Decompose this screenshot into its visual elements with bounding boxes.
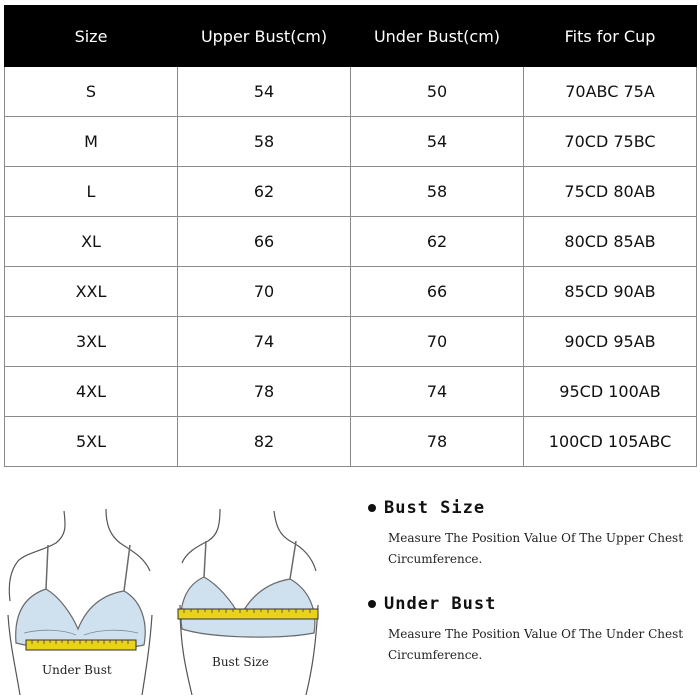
- cup-fit-cell: 85CD 90AB: [524, 267, 697, 317]
- upper-bust-cell: 78: [178, 367, 351, 417]
- upper-bust-cell: 74: [178, 317, 351, 367]
- size-cell: XL: [5, 217, 178, 267]
- header-under-bust: Under Bust(cm): [351, 6, 524, 67]
- size-cell: 3XL: [5, 317, 178, 367]
- table-row: [5, 317, 697, 367]
- cup-fit-cell: 70CD 75BC: [524, 117, 697, 167]
- table-row: [5, 167, 697, 217]
- under-bust-cell: 70: [351, 317, 524, 367]
- size-cell: M: [5, 117, 178, 167]
- cup-fit-cell: 75CD 80AB: [524, 167, 697, 217]
- bullet-icon: [368, 504, 376, 512]
- bust-size-note-text: Measure The Position Value Of The Upper Chest Circumference.: [388, 531, 684, 566]
- upper-bust-cell: 66: [178, 217, 351, 267]
- cup-fit-cell: 100CD 105ABC: [524, 417, 697, 467]
- under-bust-cell: 74: [351, 367, 524, 417]
- size-cell: 4XL: [5, 367, 178, 417]
- under-bust-cell: 50: [351, 67, 524, 117]
- under-bust-label: Under Bust: [42, 663, 112, 677]
- header-upper-bust: Upper Bust(cm): [178, 6, 351, 67]
- under-bust-cell: 78: [351, 417, 524, 467]
- size-cell: L: [5, 167, 178, 217]
- upper-bust-cell: 70: [178, 267, 351, 317]
- under-bust-cell: 62: [351, 217, 524, 267]
- upper-bust-cell: 58: [178, 117, 351, 167]
- under-bust-note-text: Measure The Position Value Of The Under Chest Circumference.: [388, 627, 684, 662]
- bust-size-illustration: [174, 505, 324, 695]
- cup-fit-cell: 70ABC 75A: [524, 67, 697, 117]
- cup-fit-cell: 95CD 100AB: [524, 367, 697, 417]
- under-bust-cell: 54: [351, 117, 524, 167]
- header-size: Size: [5, 6, 178, 67]
- table-row: [5, 117, 697, 167]
- measuring-tape: [26, 640, 136, 650]
- table-row: [5, 367, 697, 417]
- table-row: [5, 217, 697, 267]
- table-row: [5, 67, 697, 117]
- size-cell: 5XL: [5, 417, 178, 467]
- size-cell: XXL: [5, 267, 178, 317]
- under-bust-note: [368, 594, 688, 666]
- under-bust-illustration: [6, 505, 156, 695]
- measuring-tape: [178, 609, 318, 619]
- cup-fit-cell: 90CD 95AB: [524, 317, 697, 367]
- under-bust-cell: 58: [351, 167, 524, 217]
- header-cup-fit: Fits for Cup: [524, 6, 697, 67]
- bra-shape: [181, 577, 315, 637]
- upper-bust-cell: 62: [178, 167, 351, 217]
- upper-bust-cell: 82: [178, 417, 351, 467]
- bullet-icon: [368, 600, 376, 608]
- under-bust-note-title: Under Bust: [384, 594, 497, 614]
- bust-size-note: [368, 498, 688, 570]
- upper-bust-cell: 54: [178, 67, 351, 117]
- table-header-row: [5, 6, 697, 67]
- table-row: [5, 417, 697, 467]
- table-row: [5, 267, 697, 317]
- size-chart-table: [4, 5, 697, 467]
- cup-fit-cell: 80CD 85AB: [524, 217, 697, 267]
- bust-size-note-title: Bust Size: [384, 498, 486, 518]
- bust-size-label: Bust Size: [212, 655, 269, 669]
- under-bust-cell: 66: [351, 267, 524, 317]
- size-cell: S: [5, 67, 178, 117]
